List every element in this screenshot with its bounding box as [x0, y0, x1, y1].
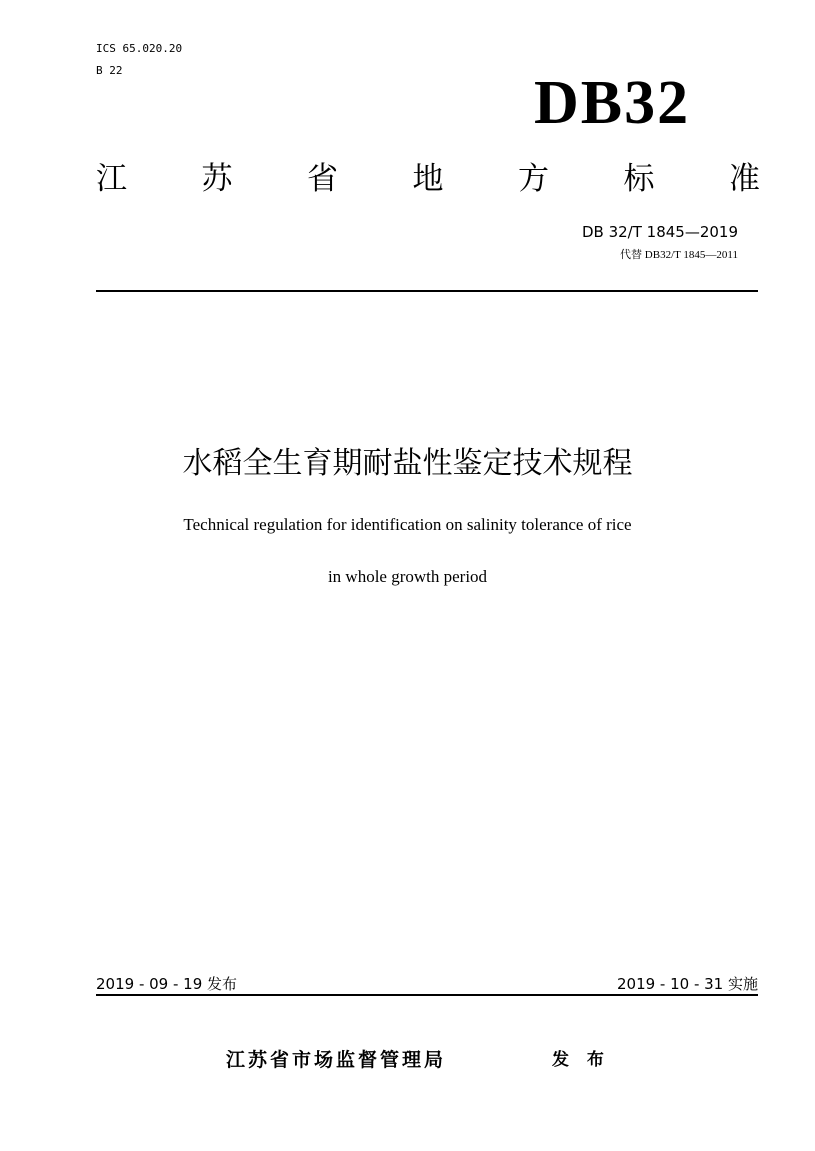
title-english-line2: in whole growth period: [327, 567, 488, 586]
ics-code: ICS 65.020.20: [96, 42, 183, 55]
title-english-line1: Technical regulation for identification on salinity tolerance of rice: [183, 515, 632, 534]
standard-type-char: 苏: [201, 161, 233, 197]
standard-type-char: 省: [307, 161, 338, 197]
bottom-divider: [96, 994, 758, 996]
standard-number: DB 32/T 1845—2019: [581, 223, 738, 241]
issue-date: 2019 - 09 - 19 发布: [96, 975, 238, 993]
title-chinese: 水稻全生育期耐盐性鉴定技术规程: [182, 446, 633, 481]
db32-logo: DB32: [534, 69, 691, 137]
publish-label: 发 布: [552, 1050, 610, 1070]
replaces-note: 代替 DB32/T 1845—2011: [620, 249, 738, 261]
standard-type-char: 准: [729, 161, 760, 197]
top-divider: [96, 290, 758, 292]
ccs-code: B 22: [96, 64, 123, 77]
standard-type-char: 地: [412, 161, 444, 197]
standard-type-char: 方: [518, 161, 549, 197]
standard-type-char: 标: [623, 161, 655, 197]
publisher-name: 江苏省市场监督管理局: [226, 1049, 447, 1071]
standard-type-char: 江: [96, 161, 127, 197]
implement-date: 2019 - 10 - 31 实施: [616, 975, 758, 993]
standard-type-heading: [96, 158, 760, 200]
